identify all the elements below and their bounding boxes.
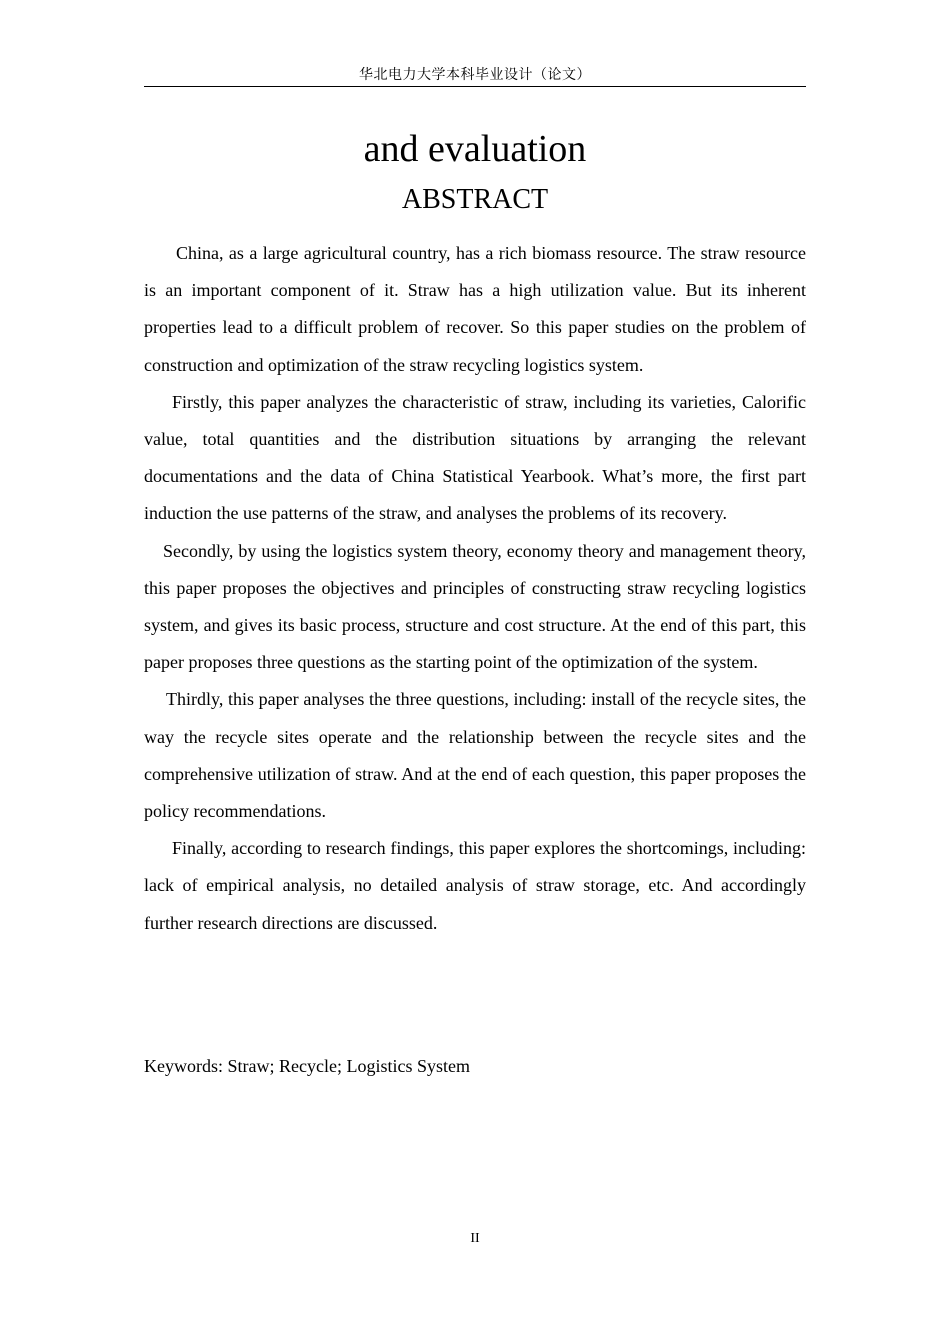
page-number: II <box>470 1231 480 1246</box>
keywords: Keywords: Straw; Recycle; Logistics System <box>144 1056 470 1076</box>
abstract-body <box>144 235 806 942</box>
abstract-paragraph-1: China, as a large agricultural country, has a rich biomass resource. The straw resource is an important component of it. Straw has a high utilization value. But its inherent properties lead to a difficult problem of recover. So this paper studies on the problem of construction and optimization of the straw recycling logistics system. <box>144 243 806 375</box>
title-continuation: and evaluation <box>363 128 587 170</box>
abstract-heading: ABSTRACT <box>401 184 549 215</box>
abstract-paragraph-4: Thirdly, this paper analyses the three questions, including: install of the recycle sites, the way the recycle sites operate and the relationship between the recycle sites and the comprehensive utilization of straw. And at the end of each question, this paper proposes the policy recommendations. <box>144 689 806 822</box>
running-header: 华北电力大学本科毕业设计（论文） <box>359 67 591 83</box>
abstract-paragraph-5: Finally, according to research findings, this paper explores the shortcomings, including: lack of empirical analysis, no detailed analysis of straw storage, etc. And accordingly further research directions are discussed. <box>144 838 806 933</box>
abstract-paragraph-3: Secondly, by using the logistics system theory, economy theory and management theory, this paper proposes the objectives and principles of constructing straw recycling logistics system, and gives its basic process, structure and cost structure. At the end of this part, this paper proposes three questions as the starting point of the optimization of the system. <box>144 540 806 673</box>
header-rule <box>144 86 806 87</box>
abstract-paragraph-2: Firstly, this paper analyzes the characteristic of straw, including its varieties, Calorific value, total quantities and the distribution situations by arranging the relevant documentations and the data of China Statistical Yearbook. What’s more, the first part induction the use patterns of the straw, and analyses the problems of its recovery. <box>144 391 806 524</box>
